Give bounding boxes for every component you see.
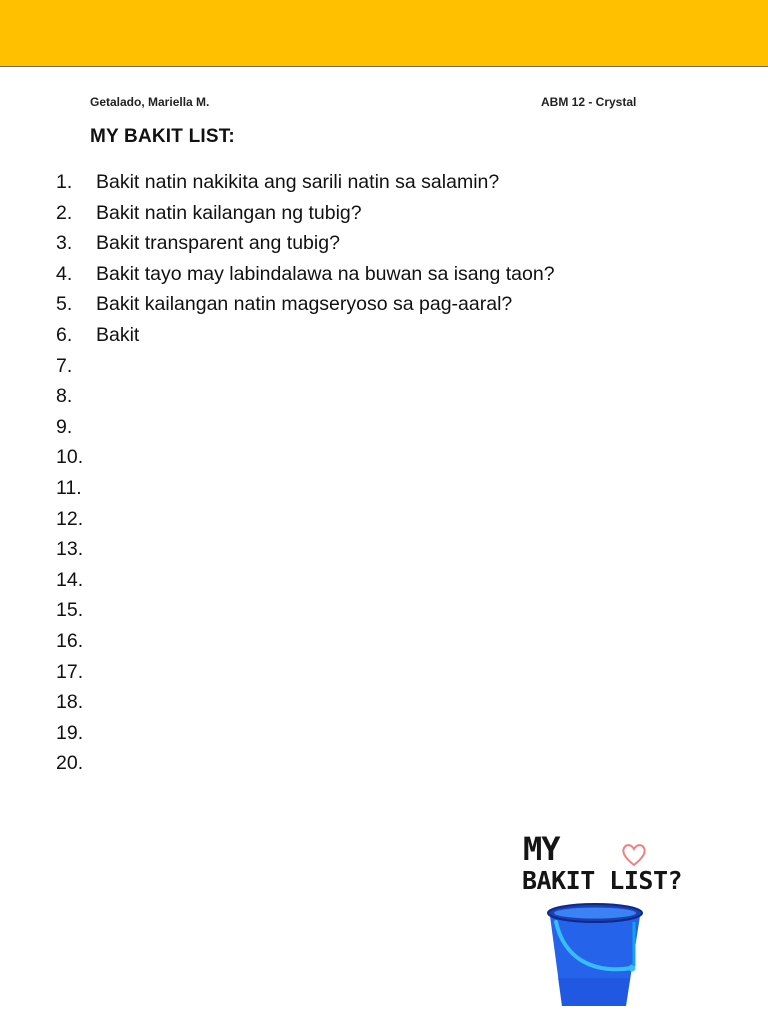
list-item-number: 19. bbox=[56, 721, 84, 744]
list-item bbox=[56, 687, 555, 718]
list-item bbox=[56, 473, 555, 504]
list-item-text: Bakit natin nakikita ang sarili natin sa salamin? bbox=[96, 171, 500, 193]
list-item bbox=[56, 657, 555, 688]
list-item-number: 13. bbox=[56, 538, 84, 561]
list-item bbox=[56, 198, 555, 229]
heart-icon bbox=[620, 842, 648, 868]
list-item-number: 12. bbox=[56, 507, 84, 530]
list-item-text: Bakit kailangan natin magseryoso sa pag-aaral? bbox=[96, 293, 513, 316]
list-item bbox=[56, 595, 555, 626]
list-item bbox=[56, 412, 555, 443]
list-item-text: Bakit tayo may labindalawa na buwan sa isang taon? bbox=[96, 262, 555, 285]
list-item-number: 5. bbox=[56, 293, 73, 316]
list-item-number: 18. bbox=[56, 691, 84, 714]
list-item-number: 9. bbox=[56, 415, 73, 438]
list-item-text: Bakit transparent ang tubig? bbox=[96, 232, 340, 255]
bakit-list-logo bbox=[520, 830, 720, 1020]
list-item bbox=[56, 718, 555, 749]
list-item-number: 8. bbox=[56, 385, 73, 408]
list-item-number: 3. bbox=[56, 232, 73, 255]
list-item bbox=[56, 351, 555, 382]
list-item-number: 20. bbox=[56, 752, 84, 775]
list-item bbox=[56, 442, 555, 473]
list-item-number: 11. bbox=[56, 476, 82, 499]
section-label: ABM 12 - Crystal bbox=[541, 95, 637, 109]
list-item bbox=[56, 565, 555, 596]
logo-text-my: MY bbox=[523, 830, 560, 868]
list-item-number: 17. bbox=[56, 660, 84, 683]
list-item bbox=[56, 259, 555, 290]
list-item bbox=[56, 289, 555, 320]
list-item-number: 15. bbox=[56, 599, 84, 622]
list-item bbox=[56, 534, 555, 565]
list-item-number: 10. bbox=[56, 446, 84, 469]
list-item-text: Bakit bbox=[96, 323, 140, 346]
list-item bbox=[56, 381, 555, 412]
list-item-number: 4. bbox=[56, 262, 73, 285]
list-item bbox=[56, 626, 555, 657]
list-item-number: 16. bbox=[56, 629, 84, 652]
list-item-number: 6. bbox=[56, 323, 73, 346]
list-title: MY BAKIT LIST: bbox=[90, 126, 235, 147]
header-bar bbox=[0, 0, 768, 67]
list-item-number: 1. bbox=[56, 171, 73, 193]
bucket-icon bbox=[542, 898, 648, 1010]
bakit-list bbox=[56, 167, 555, 779]
list-item bbox=[56, 504, 555, 535]
list-item-number: 2. bbox=[56, 201, 73, 224]
list-item bbox=[56, 748, 555, 779]
list-item bbox=[56, 167, 555, 198]
list-item bbox=[56, 320, 555, 351]
list-item bbox=[56, 228, 555, 259]
list-item-number: 14. bbox=[56, 568, 84, 591]
list-item-text: Bakit natin kailangan ng tubig? bbox=[96, 201, 362, 224]
student-name: Getalado, Mariella M. bbox=[90, 95, 210, 109]
logo-text-bakit-list: BAKIT LIST? bbox=[522, 866, 683, 895]
list-item-number: 7. bbox=[56, 354, 73, 377]
